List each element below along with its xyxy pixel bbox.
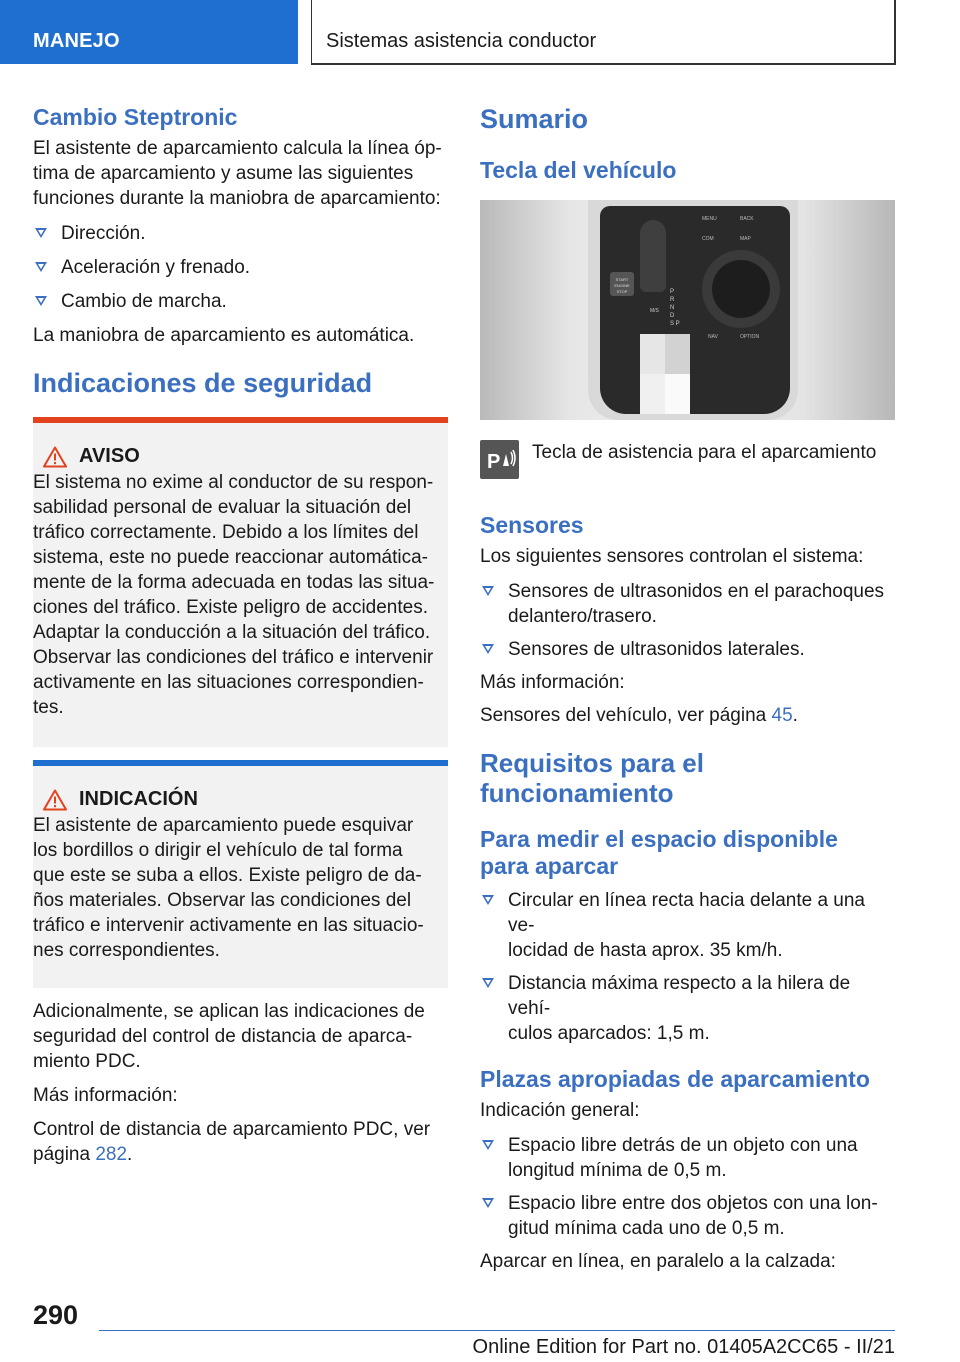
list-item: Espacio libre detrás de un objeto con una longitud mínima de 0,5 m. — [480, 1133, 895, 1183]
chapter-title: Sistemas asistencia conductor — [326, 30, 597, 52]
bullet-triangle-icon — [482, 1140, 494, 1150]
steptronic-heading: Cambio Steptronic — [33, 104, 238, 130]
warning-header — [33, 423, 448, 468]
svg-text:P: P — [487, 451, 501, 473]
additional-paragraph: Adicionalmente, se aplican las indicaciones de seguridad del control de distancia de aparca- miento PDC. — [33, 1001, 425, 1072]
bullet-triangle-icon — [482, 1198, 494, 1208]
sumario-heading: Sumario — [480, 104, 589, 134]
more-info-label: Más información: — [33, 1085, 178, 1106]
medir-list — [480, 888, 895, 1046]
page-link-282[interactable]: 282 — [95, 1144, 128, 1165]
list-item: Sensores de ultrasonidos en el parachoques delantero/trasero. — [480, 579, 895, 629]
list-item: Circular en línea recta hacia delante a una ve- locidad de hasta aprox. 35 km/h. — [480, 888, 895, 963]
warning-box-aviso — [33, 417, 448, 747]
list-item: Aceleración y frenado. — [33, 255, 448, 280]
parking-assist-button-icon — [480, 440, 519, 479]
pdc-reference: Control de distancia de aparcamiento PDC, ver página 282. — [33, 1119, 431, 1165]
section-title: MANEJO — [33, 30, 120, 52]
start-stop-button: START ENGINE STOP — [610, 272, 634, 296]
plazas-paragraph: Indicación general: — [480, 1100, 640, 1121]
bullet-triangle-icon — [482, 895, 494, 905]
bullet-triangle-icon — [482, 978, 494, 988]
console-panel: P R N D S P START ENGINE STOP M/S MENU BACK COM MAP NAV OPTION — [600, 206, 790, 414]
requisitos-heading: Requisitos para el funcionamiento — [480, 748, 704, 808]
sensores-paragraph: Los siguientes sensores controlan el sistema: — [480, 546, 864, 567]
warning-text: El sistema no exime al conductor de su respon- sabilidad personal de evaluar la situación del tráfico correctamente. Debido a los límites del sistema, este no puede reaccionar automática- mente de la forma adecuada en todas las situa- ciones del tráfico. Existe peligro de accidentes. Adaptar la conducción a la situación del tráfico. Observar las condiciones del tráfico e intervenir activamente en las situaciones correspondien- tes. — [33, 472, 435, 718]
tecla-caption-row — [480, 440, 895, 484]
sensores-list — [480, 579, 895, 662]
sensores-reference: Sensores del vehículo, ver página 45. — [480, 705, 798, 726]
steptronic-list — [33, 221, 448, 314]
list-item: Distancia máxima respecto a la hilera de vehí- culos aparcados: 1,5 m. — [480, 971, 895, 1046]
section-tab — [0, 0, 298, 64]
footer-rule — [99, 1330, 895, 1331]
plazas-heading: Plazas apropiadas de aparcamiento — [480, 1066, 870, 1092]
notice-text: El asistente de aparcamiento puede esquivar los bordillos o dirigir el vehículo de tal forma que este se suba a ellos. Existe peligro de da- ños materiales. Observar las condiciones del tráfico e intervenir activamente en las situacio- nes correspondientes. — [33, 815, 424, 961]
list-item: Espacio libre entre dos objetos con una lon- gitud mínima cada uno de 0,5 m. — [480, 1191, 895, 1241]
plazas-list — [480, 1133, 895, 1241]
warning-triangle-icon — [43, 789, 67, 811]
safety-heading: Indicaciones de seguridad — [33, 368, 373, 398]
left-column — [33, 100, 448, 1167]
sensores-heading: Sensores — [480, 512, 584, 538]
medir-heading: Para medir el espacio disponible para aparcar — [480, 826, 838, 879]
bullet-triangle-icon — [35, 262, 47, 272]
controller-knob — [702, 250, 780, 328]
more-info-label: Más información: — [480, 672, 625, 693]
warning-box-indicacion — [33, 760, 448, 988]
plazas-after: Aparcar en línea, en paralelo a la calzada: — [480, 1251, 836, 1272]
list-item: Dirección. — [33, 221, 448, 246]
bullet-triangle-icon — [482, 644, 494, 654]
notice-header — [33, 766, 448, 811]
bullet-triangle-icon — [35, 228, 47, 238]
steptronic-after: La maniobra de aparcamiento es automática. — [33, 325, 415, 346]
tecla-heading: Tecla del vehículo — [480, 157, 677, 183]
notice-label: INDICACIÓN — [79, 788, 198, 810]
bullet-triangle-icon — [35, 296, 47, 306]
warning-label: AVISO — [79, 445, 140, 467]
list-item: Sensores de ultrasonidos laterales. — [480, 637, 895, 662]
vehicle-console-photo — [480, 200, 895, 420]
warning-triangle-icon — [43, 446, 67, 468]
steptronic-paragraph: El asistente de aparcamiento calcula la línea óp- tima de aparcamiento y asume las siguientes funciones durante la maniobra de aparcamiento: — [33, 138, 442, 209]
gear-selector — [640, 220, 666, 292]
page-number: 290 — [33, 1300, 79, 1330]
bullet-triangle-icon — [482, 586, 494, 596]
edition-text: Online Edition for Part no. 01405A2CC65 - II/21 — [472, 1336, 895, 1358]
tecla-caption: Tecla de asistencia para el aparcamiento — [532, 442, 877, 463]
right-column — [480, 100, 895, 1280]
right-lower — [480, 512, 895, 1274]
list-item: Cambio de marcha. — [33, 289, 448, 314]
chapter-tab — [311, 0, 896, 65]
page-link-45[interactable]: 45 — [771, 705, 793, 726]
